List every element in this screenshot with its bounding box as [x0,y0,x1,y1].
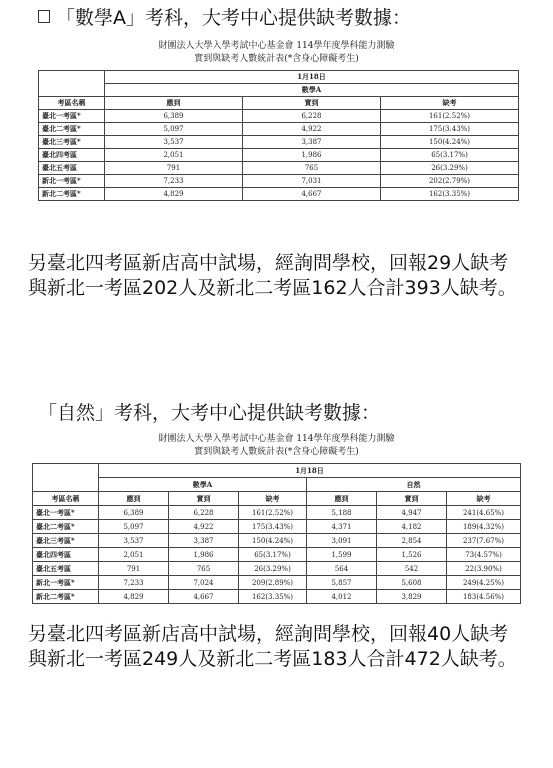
table-row [33,576,521,590]
a-expected-cell: 3,537 [99,534,169,548]
blank-header-cell [39,71,105,97]
table-row [39,123,519,136]
table-row [39,136,519,149]
a-present-cell: 1,986 [169,548,239,562]
district-column-header: 考區名稱 [39,97,105,110]
a-present-cell: 4,922 [169,520,239,534]
a-present-cell: 6,228 [169,506,239,520]
district-cell: 臺北三考區* [33,534,99,548]
expected-cell: 5,097 [105,123,243,136]
a-absent-column-header: 缺考 [239,492,307,506]
expected-cell: 4,829 [105,188,243,201]
b-absent-cell: 189(4.32%) [447,520,521,534]
district-cell: 臺北四考區 [33,548,99,562]
a-absent-cell: 150(4.24%) [239,534,307,548]
absent-column-header: 缺考 [381,97,519,110]
a-present-cell: 4,667 [169,590,239,604]
section2-sheet-title-2: 實到與缺考人數統計表(*含身心障礙考生) [194,447,359,457]
expected-cell: 791 [105,162,243,175]
b-expected-cell: 564 [307,562,377,576]
district-cell: 臺北二考區* [33,520,99,534]
b-expected-cell: 5,188 [307,506,377,520]
b-present-cell: 3,829 [377,590,447,604]
expected-cell: 7,233 [105,175,243,188]
section1-heading-text: 「數學A」考科，大考中心提供缺考數據： [56,7,411,29]
b-present-cell: 1,526 [377,548,447,562]
a-expected-column-header: 應到 [99,492,169,506]
b-absent-column-header: 缺考 [447,492,521,506]
district-cell: 臺北二考區* [39,123,105,136]
expected-column-header: 應到 [105,97,243,110]
subject-a-header: 數學A [99,478,307,492]
a-absent-cell: 26(3.29%) [239,562,307,576]
b-absent-cell: 249(4.25%) [447,576,521,590]
b-expected-cell: 1,599 [307,548,377,562]
a-absent-cell: 65(3.17%) [239,548,307,562]
b-expected-cell: 3,091 [307,534,377,548]
present-cell: 3,387 [243,136,381,149]
subject-header: 數學A [105,84,519,97]
table-row [39,149,519,162]
b-absent-cell: 241(4.65%) [447,506,521,520]
table-row [33,520,521,534]
b-expected-cell: 4,012 [307,590,377,604]
present-column-header: 實到 [243,97,381,110]
section1-sheet-title-1: 財團法人大學入學考試中心基金會 114學年度學科能力測驗 [158,41,395,51]
b-expected-column-header: 應到 [307,492,377,506]
table-row [33,506,521,520]
b-expected-cell: 4,371 [307,520,377,534]
a-expected-cell: 6,389 [99,506,169,520]
checkbox-glyph-icon [38,10,50,23]
district-cell: 臺北四考區 [39,149,105,162]
a-present-column-header: 實到 [169,492,239,506]
district-column-header: 考區名稱 [33,492,99,506]
expected-cell: 3,537 [105,136,243,149]
a-expected-cell: 7,233 [99,576,169,590]
a-expected-cell: 2,051 [99,548,169,562]
a-absent-cell: 162(3.35%) [239,590,307,604]
b-present-cell: 2,854 [377,534,447,548]
absent-cell: 150(4.24%) [381,136,519,149]
table-row [33,534,521,548]
a-absent-cell: 175(3.43%) [239,520,307,534]
district-cell: 臺北五考區 [33,562,99,576]
section1-heading [38,6,411,30]
a-present-cell: 7,024 [169,576,239,590]
a-expected-cell: 5,097 [99,520,169,534]
b-absent-cell: 73(4.57%) [447,548,521,562]
date-header: 1月18日 [105,71,519,84]
section1-absence-table [38,70,519,201]
b-present-cell: 4,182 [377,520,447,534]
a-absent-cell: 209(2.89%) [239,576,307,590]
district-cell: 新北一考區* [33,576,99,590]
present-cell: 6,228 [243,110,381,123]
section2-sheet-title-1: 財團法人大學入學考試中心基金會 114學年度學科能力測驗 [158,434,395,444]
present-cell: 4,667 [243,188,381,201]
table-row [39,162,519,175]
expected-cell: 6,389 [105,110,243,123]
b-absent-cell: 237(7.67%) [447,534,521,548]
section2-note-text: 另臺北四考區新店高中試場，經詢問學校，回報40人缺考 與新北一考區249人及新北二考區183人合計472人缺考。 [28,623,517,670]
table-row [39,188,519,201]
section1-sheet-title-2: 實到與缺考人數統計表(*含身心障礙考生) [194,54,359,64]
section1-note-text: 另臺北四考區新店高中試場，經詢問學校，回報29人缺考 與新北一考區202人及新北二考區162人合計393人缺考。 [28,252,517,299]
table-row [33,590,521,604]
b-expected-cell: 5,857 [307,576,377,590]
absent-cell: 202(2.79%) [381,175,519,188]
absent-cell: 26(3.29%) [381,162,519,175]
section2-note [28,622,533,672]
absent-cell: 65(3.17%) [381,149,519,162]
b-present-cell: 4,947 [377,506,447,520]
present-cell: 7,031 [243,175,381,188]
date-header: 1月18日 [99,464,521,478]
b-present-column-header: 實到 [377,492,447,506]
a-expected-cell: 4,829 [99,590,169,604]
a-present-cell: 3,387 [169,534,239,548]
district-cell: 臺北五考區 [39,162,105,175]
district-cell: 新北一考區* [39,175,105,188]
subject-b-header: 自然 [307,478,521,492]
present-cell: 765 [243,162,381,175]
a-absent-cell: 161(2.52%) [239,506,307,520]
table-row [39,175,519,188]
b-present-cell: 5,608 [377,576,447,590]
present-cell: 1,986 [243,149,381,162]
absent-cell: 175(3.43%) [381,123,519,136]
table-row [33,548,521,562]
district-cell: 新北二考區* [33,590,99,604]
a-expected-cell: 791 [99,562,169,576]
district-cell: 新北二考區* [39,188,105,201]
section2-absence-table [32,463,521,604]
b-absent-cell: 183(4.56%) [447,590,521,604]
present-cell: 4,922 [243,123,381,136]
b-absent-cell: 22(3.90%) [447,562,521,576]
expected-cell: 2,051 [105,149,243,162]
section2-heading: 「自然」考科，大考中心提供缺考數據： [38,402,381,424]
district-cell: 臺北一考區* [33,506,99,520]
absent-cell: 161(2.52%) [381,110,519,123]
table-row [39,110,519,123]
a-present-cell: 765 [169,562,239,576]
b-present-cell: 542 [377,562,447,576]
district-cell: 臺北一考區* [39,110,105,123]
absent-cell: 162(3.35%) [381,188,519,201]
blank-header-cell [33,464,99,492]
section1-note [28,251,533,301]
district-cell: 臺北三考區* [39,136,105,149]
table-row [33,562,521,576]
